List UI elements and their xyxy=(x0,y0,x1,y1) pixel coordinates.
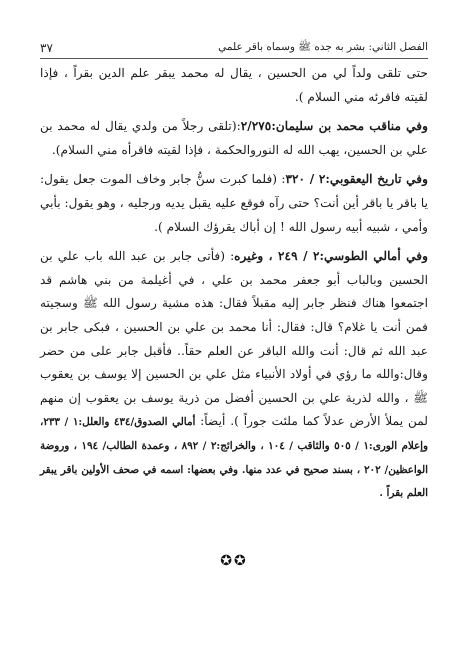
source-citation: وفي أمالي الطوسي:٢ / ٢٤٩ ، وغيره xyxy=(234,249,428,264)
section-end-ornament: ✪✪ xyxy=(220,553,248,569)
paragraph-4 xyxy=(40,245,428,505)
paragraph-1 xyxy=(40,62,428,109)
header-divider xyxy=(40,58,428,59)
page-body xyxy=(40,62,428,505)
running-title: الفصل الثاني: بشر به جده ﷺ وسماه باقر علمي xyxy=(218,40,428,53)
paragraph-3 xyxy=(40,168,428,239)
paragraph-text: حتى تلقى ولداً لي من الحسين ، يقال له محمد يبقر علم الدين بقراً ، فإذا لقيته فاقرئه مني السلام ). xyxy=(40,66,428,104)
source-citation: وفي تاريخ اليعقوبي:٢ / ٣٢٠ xyxy=(285,172,428,187)
paragraph-text: : (فلما كبرت سنُّ جابر وخاف الموت جعل يقول: يا باقر يا باقر أين أنت؟ حتى رآه فوقع عليه يقبل يديه ورجليه ، وهو يقول: بأبي وأمي ، شبيه أبيه رسول الله ! إن أباك يقرؤك السلام ). xyxy=(40,172,428,234)
paragraph-text: : (فأتى جابر بن عبد الله باب علي بن الحسين وبالباب أبو جعفر محمد بن علي ، في أغيلمة من بني هاشم قد اجتمعوا هناك فنظر جابر إليه مقبلاً فقال: هذه مشية رسول الله ﷺ وسجيته فمن أنت يا غلام؟ قال: فقال: أنا محمد بن علي بن الحسين ، فبكى جابر بن عبد الله ثم قال: أنت والله الباقر عن العلم حقاً.. فأقبل جابر على من حضر وقال:والله ما رؤي في أولاد الأنبياء مثل علي بن الحسين إلا يوسف بن يعقوب ﷺ ، والله لذرية علي بن الحسين أفضل من ذرية يوسف بن يعقوب إن منهم لمن يملأ الأرض عدلاً كما ملئت جوراً ). أيضاً: xyxy=(40,249,429,429)
source-citation: وفي مناقب محمد بن سليمان:٢/٢٧٥ xyxy=(240,119,428,134)
paragraph-text: :(تلقى رجلاً من ولدي يقال له محمد بن علي بن الحسين، يهب الله له النوروالحكمة ، فإذا لقيته فاقرأه مني السلام). xyxy=(40,119,428,157)
page-number: ٣٧ xyxy=(40,41,53,55)
paragraph-2 xyxy=(40,115,428,162)
reference-list: أمالي الصدوق/٤٣٤ والعلل:١ / ٢٣٣، وإعلام الورى:١ / ٥٠٥ والثاقب / ١٠٤ ، والخرائج:٢ / ٨٩٢ ، وعمدة الطالب/ ١٩٤ ، وروضة الواعظين/ ٢٠٢ ، بسند صحيح في عدد منها. وفي بعضها: اسمه في صحف الأولين باقر يبقر العلم بقراً . xyxy=(40,416,429,500)
running-header xyxy=(40,40,428,56)
